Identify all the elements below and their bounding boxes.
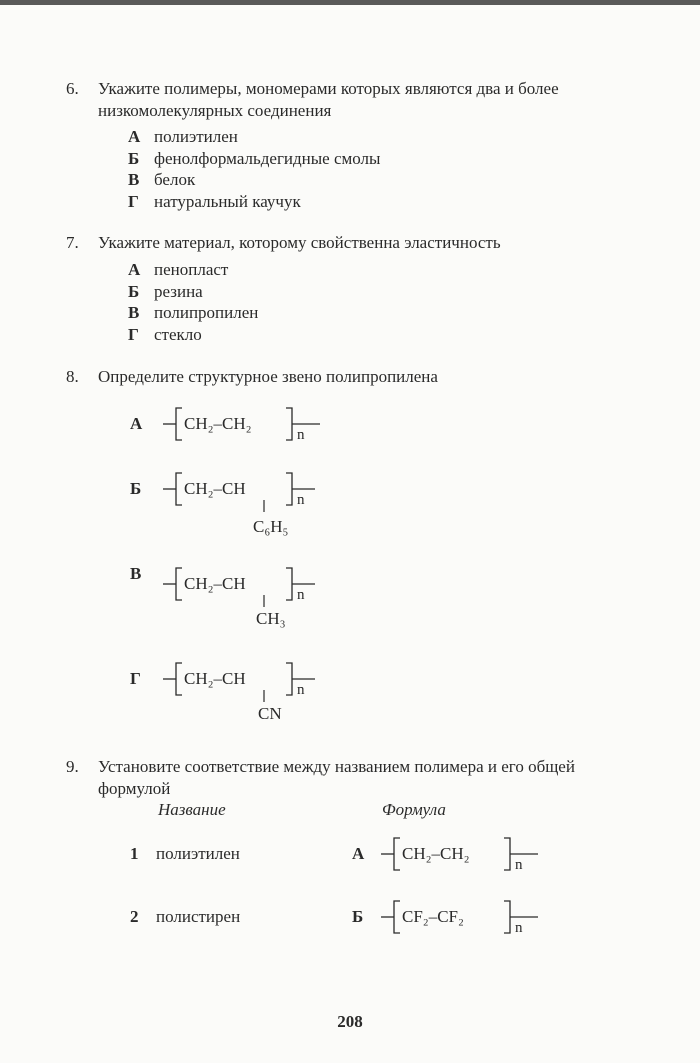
option-text: пенопласт — [154, 260, 229, 279]
bracket-right — [504, 901, 510, 933]
option-text: резина — [154, 281, 203, 301]
question-7-options — [128, 259, 258, 345]
option-letter: В — [128, 170, 140, 189]
formula-b — [160, 465, 340, 545]
bracket-left — [176, 663, 182, 695]
subscript-n: n — [297, 427, 305, 443]
option-text: белок — [154, 170, 196, 189]
option[interactable] — [128, 126, 380, 148]
question-number: 9. — [66, 757, 79, 776]
question-number: 8. — [66, 367, 79, 386]
option-letter: А — [128, 127, 141, 146]
option[interactable] — [128, 191, 380, 213]
option-letter: В — [128, 303, 140, 322]
option[interactable] — [128, 324, 258, 346]
option-letter[interactable]: В — [130, 564, 142, 583]
row-number: 2 — [130, 907, 139, 926]
subscript-n: n — [297, 492, 305, 508]
column-header-name: Название — [158, 800, 226, 819]
option[interactable] — [128, 302, 258, 324]
option-letter[interactable]: Г — [130, 669, 141, 688]
bracket-right — [504, 838, 510, 870]
formula-9a — [378, 830, 558, 874]
option-letter: Г — [128, 324, 139, 344]
question-6 — [66, 78, 646, 122]
question-8 — [66, 366, 646, 388]
option-text: полиэтилен — [154, 127, 238, 146]
question-text: Установите соответствие между названием полимера и его общей формулой — [98, 757, 575, 798]
bracket-right — [286, 568, 292, 600]
substituent-text: C₆H₅ — [253, 517, 289, 536]
question-9 — [66, 756, 646, 800]
option-letter: Г — [128, 191, 139, 211]
bracket-left — [176, 408, 182, 440]
question-6-options — [128, 126, 380, 212]
chain-text: CH₂–CH — [184, 669, 246, 688]
bracket-left — [394, 901, 400, 933]
option[interactable] — [128, 148, 380, 170]
subscript-n: n — [297, 587, 305, 603]
bracket-left — [176, 568, 182, 600]
chain-text: CH₂–CH — [184, 574, 246, 593]
page-number: 208 — [337, 1012, 363, 1031]
question-text: Укажите полимеры, мономерами которых являются два и более низкомолекулярных соединения — [98, 79, 559, 120]
option-letter[interactable]: Б — [130, 479, 142, 498]
question-text: Укажите материал, которому свойственна эластичность — [98, 233, 501, 252]
subscript-n: n — [515, 857, 523, 873]
chain-text: CF₂–CF₂ — [402, 907, 464, 926]
subscript-n: n — [515, 920, 523, 936]
formula-v — [160, 560, 340, 640]
option[interactable] — [128, 259, 258, 281]
subscript-n: n — [297, 682, 305, 698]
bracket-right — [286, 408, 292, 440]
option-letter: Б — [128, 281, 140, 301]
question-text: Определите структурное звено полипропилена — [98, 367, 438, 386]
option-letter: Б — [128, 148, 140, 168]
bracket-right — [286, 663, 292, 695]
formula-letter[interactable]: А — [352, 844, 365, 863]
substituent-text: CH₃ — [256, 609, 286, 628]
question-number: 7. — [66, 233, 79, 252]
option-text: стекло — [154, 324, 202, 344]
question-7 — [66, 232, 646, 254]
polymer-name[interactable]: полистирен — [156, 907, 241, 926]
option-text: полипропилен — [154, 303, 259, 322]
formula-g — [160, 655, 340, 735]
bracket-left — [394, 838, 400, 870]
formula-9b — [378, 893, 558, 937]
bracket-right — [286, 473, 292, 505]
option[interactable] — [128, 281, 258, 303]
option-text: натуральный каучук — [154, 191, 301, 211]
formula-a — [160, 400, 340, 444]
row-number: 1 — [130, 844, 139, 863]
polymer-name[interactable]: полиэтилен — [156, 844, 240, 863]
option-text: фенолформальдегидные смолы — [154, 148, 381, 168]
question-number: 6. — [66, 79, 79, 98]
bracket-left — [176, 473, 182, 505]
chain-text: CH₂–CH — [184, 479, 246, 498]
column-header-formula: Формула — [382, 800, 446, 819]
substituent-text: CN — [258, 704, 282, 723]
option-letter: А — [128, 260, 141, 279]
chain-text: CH₂–CH₂ — [184, 414, 252, 433]
chain-text: CH₂–CH₂ — [402, 844, 470, 863]
formula-letter[interactable]: Б — [352, 907, 364, 926]
option[interactable] — [128, 169, 380, 191]
top-border — [0, 0, 700, 5]
option-letter[interactable]: А — [130, 414, 143, 433]
